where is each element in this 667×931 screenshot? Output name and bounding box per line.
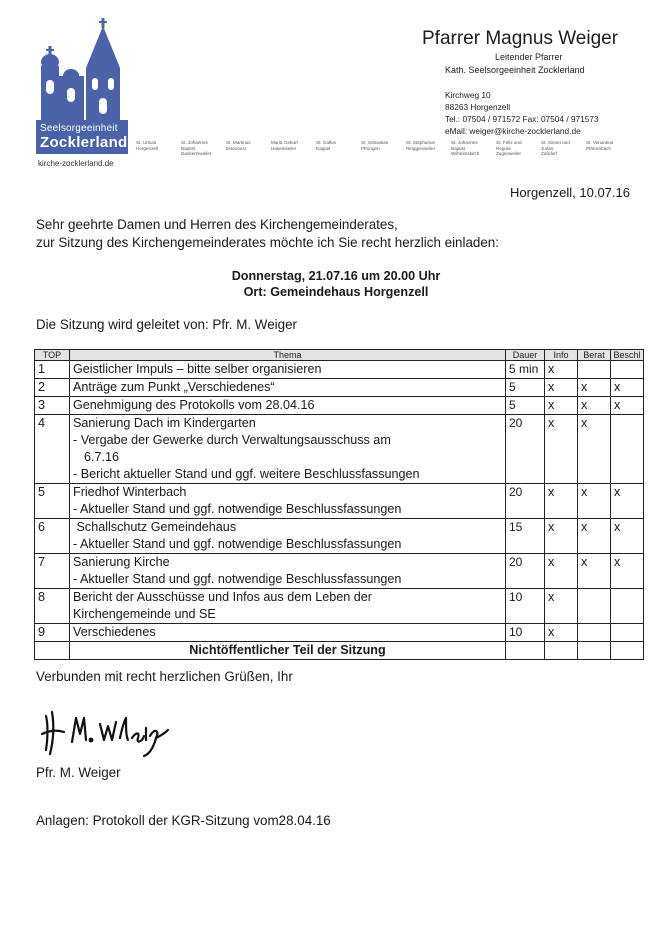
address-email: eMail: weiger@kirche-zocklerland.de bbox=[445, 126, 581, 136]
cell-berat bbox=[578, 361, 611, 379]
thema-line: Bericht der Ausschüsse und Infos aus dem Leben der bbox=[73, 590, 372, 604]
salutation: Sehr geehrte Damen und Herren des Kirchengemeinderates, bbox=[36, 217, 398, 232]
cell-thema bbox=[70, 624, 506, 642]
cell-top: 9 bbox=[35, 624, 70, 642]
thema-line: Kirchengemeinde und SE bbox=[73, 607, 216, 621]
cell-berat: x bbox=[578, 397, 611, 415]
cell-beschl: x bbox=[611, 519, 644, 554]
thema-line: - Aktueller Stand und ggf. notwendige Beschlussfassungen bbox=[73, 502, 402, 516]
thema-line: Geistlicher Impuls – bitte selber organisieren bbox=[73, 362, 322, 376]
parish-item: St. Simon und Judas Zußdorf bbox=[541, 140, 570, 156]
cell-top: 6 bbox=[35, 519, 70, 554]
cell-dauer: 10 bbox=[506, 589, 545, 624]
cell-thema bbox=[70, 484, 506, 519]
cell-info: x bbox=[545, 589, 578, 624]
cell-thema bbox=[70, 589, 506, 624]
thema-line: Sanierung Kirche bbox=[73, 555, 170, 569]
cell-dauer: 20 bbox=[506, 484, 545, 519]
col-header-info: Info bbox=[545, 350, 578, 361]
cell-dauer: 20 bbox=[506, 415, 545, 484]
cell-berat: x bbox=[578, 379, 611, 397]
cell-top-empty bbox=[35, 642, 70, 660]
cell-empty bbox=[578, 642, 611, 660]
col-header-dauer: Dauer bbox=[506, 350, 545, 361]
cell-top: 8 bbox=[35, 589, 70, 624]
parish-item: St. Ursula Horgenzell bbox=[136, 140, 158, 151]
table-row bbox=[35, 415, 644, 484]
thema-line: Friedhof Winterbach bbox=[73, 485, 187, 499]
table-row bbox=[35, 624, 644, 642]
address-phone: Tel.: 07504 / 971572 Fax: 07504 / 971573 bbox=[445, 114, 599, 124]
parish-item: St. Stephanus Ringgenweiler bbox=[406, 140, 436, 151]
chair-text: Die Sitzung wird geleitet von: Pfr. M. Weiger bbox=[36, 317, 297, 332]
table-row bbox=[35, 589, 644, 624]
parish-item: St. Johannes Baptist Wilhelmskirch bbox=[451, 140, 480, 156]
cell-berat: x bbox=[578, 484, 611, 519]
cell-info: x bbox=[545, 624, 578, 642]
church-towers-icon bbox=[36, 18, 128, 122]
attachments-text: Anlagen: Protokoll der KGR-Sitzung vom28.04.16 bbox=[36, 813, 331, 828]
closing-text: Verbunden mit recht herzlichen Grüßen, Ihr bbox=[36, 669, 293, 684]
cell-closing: Nichtöffentlicher Teil der Sitzung bbox=[70, 642, 506, 660]
parish-item: St. Venantius Pfärrenbach bbox=[586, 140, 614, 151]
address-street: Kirchweg 10 bbox=[445, 90, 491, 100]
meeting-place: Ort: Gemeindehaus Horgenzell bbox=[243, 285, 429, 299]
cell-top: 7 bbox=[35, 554, 70, 589]
col-header-thema: Thema bbox=[70, 350, 506, 361]
cell-thema bbox=[70, 361, 506, 379]
agenda-table bbox=[34, 349, 644, 660]
cell-dauer: 5 bbox=[506, 379, 545, 397]
table-row bbox=[35, 554, 644, 589]
table-row-closing bbox=[35, 642, 644, 660]
cell-dauer: 15 bbox=[506, 519, 545, 554]
cell-thema bbox=[70, 379, 506, 397]
logo-text-line2: Zocklerland bbox=[40, 134, 128, 151]
cell-top: 3 bbox=[35, 397, 70, 415]
thema-line: - Aktueller Stand und ggf. notwendige Beschlussfassungen bbox=[73, 537, 402, 551]
parish-list bbox=[136, 140, 636, 157]
cell-info: x bbox=[545, 379, 578, 397]
cell-thema bbox=[70, 554, 506, 589]
cell-thema bbox=[70, 415, 506, 484]
cell-beschl bbox=[611, 589, 644, 624]
cell-berat bbox=[578, 624, 611, 642]
thema-line: Genehmigung des Protokolls vom 28.04.16 bbox=[73, 398, 315, 412]
thema-line: Schallschutz Gemeindehaus bbox=[73, 520, 237, 534]
cell-berat: x bbox=[578, 554, 611, 589]
table-row bbox=[35, 379, 644, 397]
table-row bbox=[35, 361, 644, 379]
thema-line: - Bericht aktueller Stand und ggf. weitere Beschlussfassungen bbox=[73, 467, 420, 481]
cell-top: 5 bbox=[35, 484, 70, 519]
address-city: 88263 Horgenzell bbox=[445, 102, 511, 112]
letter-date: Horgenzell, 10.07.16 bbox=[510, 185, 630, 200]
cell-berat: x bbox=[578, 519, 611, 554]
cell-beschl: x bbox=[611, 397, 644, 415]
cell-beschl: x bbox=[611, 554, 644, 589]
logo-banner bbox=[36, 120, 128, 154]
thema-line: Sanierung Dach im Kindergarten bbox=[73, 416, 256, 430]
cell-thema bbox=[70, 397, 506, 415]
cell-beschl: x bbox=[611, 484, 644, 519]
thema-line: 6.7.16 bbox=[84, 450, 120, 464]
cell-berat: x bbox=[578, 415, 611, 484]
parish-item: St. Martinus Eisenharz bbox=[226, 140, 251, 151]
logo-text-line1: Seelsorgeeinheit bbox=[40, 123, 118, 134]
cell-top: 2 bbox=[35, 379, 70, 397]
cell-empty bbox=[611, 642, 644, 660]
thema-line: - Vergabe der Gewerke durch Verwaltungsausschuss am bbox=[73, 433, 391, 447]
cell-info: x bbox=[545, 361, 578, 379]
cell-beschl: x bbox=[611, 379, 644, 397]
col-header-berat: Berat bbox=[578, 350, 611, 361]
cell-empty bbox=[545, 642, 578, 660]
cell-beschl bbox=[611, 415, 644, 484]
cell-thema bbox=[70, 519, 506, 554]
cell-berat bbox=[578, 589, 611, 624]
cell-info: x bbox=[545, 415, 578, 484]
cell-info: x bbox=[545, 484, 578, 519]
thema-line: Verschiedenes bbox=[73, 625, 156, 639]
thema-line: - Aktueller Stand und ggf. notwendige Beschlussfassungen bbox=[73, 572, 402, 586]
invitation-text: zur Sitzung des Kirchengemeinderates möchte ich Sie recht herzlich einladen: bbox=[36, 235, 499, 250]
thema-line: Anträge zum Punkt „Verschiedenes“ bbox=[73, 380, 275, 394]
parish-item: Mariä Geburt Hasenweiler bbox=[271, 140, 298, 151]
parish-item: St. Johannes Baptist Dankertsweiler bbox=[181, 140, 212, 156]
sender-address bbox=[445, 89, 599, 137]
col-header-top: TOP bbox=[35, 350, 70, 361]
cell-dauer: 10 bbox=[506, 624, 545, 642]
handwritten-signature bbox=[38, 704, 178, 765]
sender-name: Pfarrer Magnus Weiger bbox=[422, 28, 619, 49]
cell-beschl bbox=[611, 361, 644, 379]
cell-info: x bbox=[545, 519, 578, 554]
table-header-row bbox=[35, 350, 644, 361]
cell-top: 1 bbox=[35, 361, 70, 379]
cell-beschl bbox=[611, 624, 644, 642]
meeting-date: Donnerstag, 21.07.16 um 20.00 Uhr bbox=[231, 269, 441, 283]
cell-info: x bbox=[545, 554, 578, 589]
parish-item: St. Felix und Regula Zogenweiler bbox=[496, 140, 522, 156]
parish-item: St. Sebastian Pfrungen bbox=[361, 140, 389, 151]
cell-info: x bbox=[545, 397, 578, 415]
signer-name: Pfr. M. Weiger bbox=[36, 765, 121, 780]
signature-icon bbox=[38, 704, 178, 760]
sender-role: Leitender Pfarrer bbox=[495, 52, 563, 62]
cell-dauer: 5 min bbox=[506, 361, 545, 379]
col-header-beschl: Beschl bbox=[611, 350, 644, 361]
table-row bbox=[35, 519, 644, 554]
cell-empty bbox=[506, 642, 545, 660]
sender-unit: Kath. Seelsorgeeinheit Zocklerland bbox=[445, 65, 585, 75]
website-text: kirche-zocklerland.de bbox=[38, 159, 114, 168]
parish-item: St. Gallus Kappel bbox=[316, 140, 336, 151]
table-row bbox=[35, 397, 644, 415]
cell-dauer: 20 bbox=[506, 554, 545, 589]
cell-dauer: 5 bbox=[506, 397, 545, 415]
table-row bbox=[35, 484, 644, 519]
cell-top: 4 bbox=[35, 415, 70, 484]
